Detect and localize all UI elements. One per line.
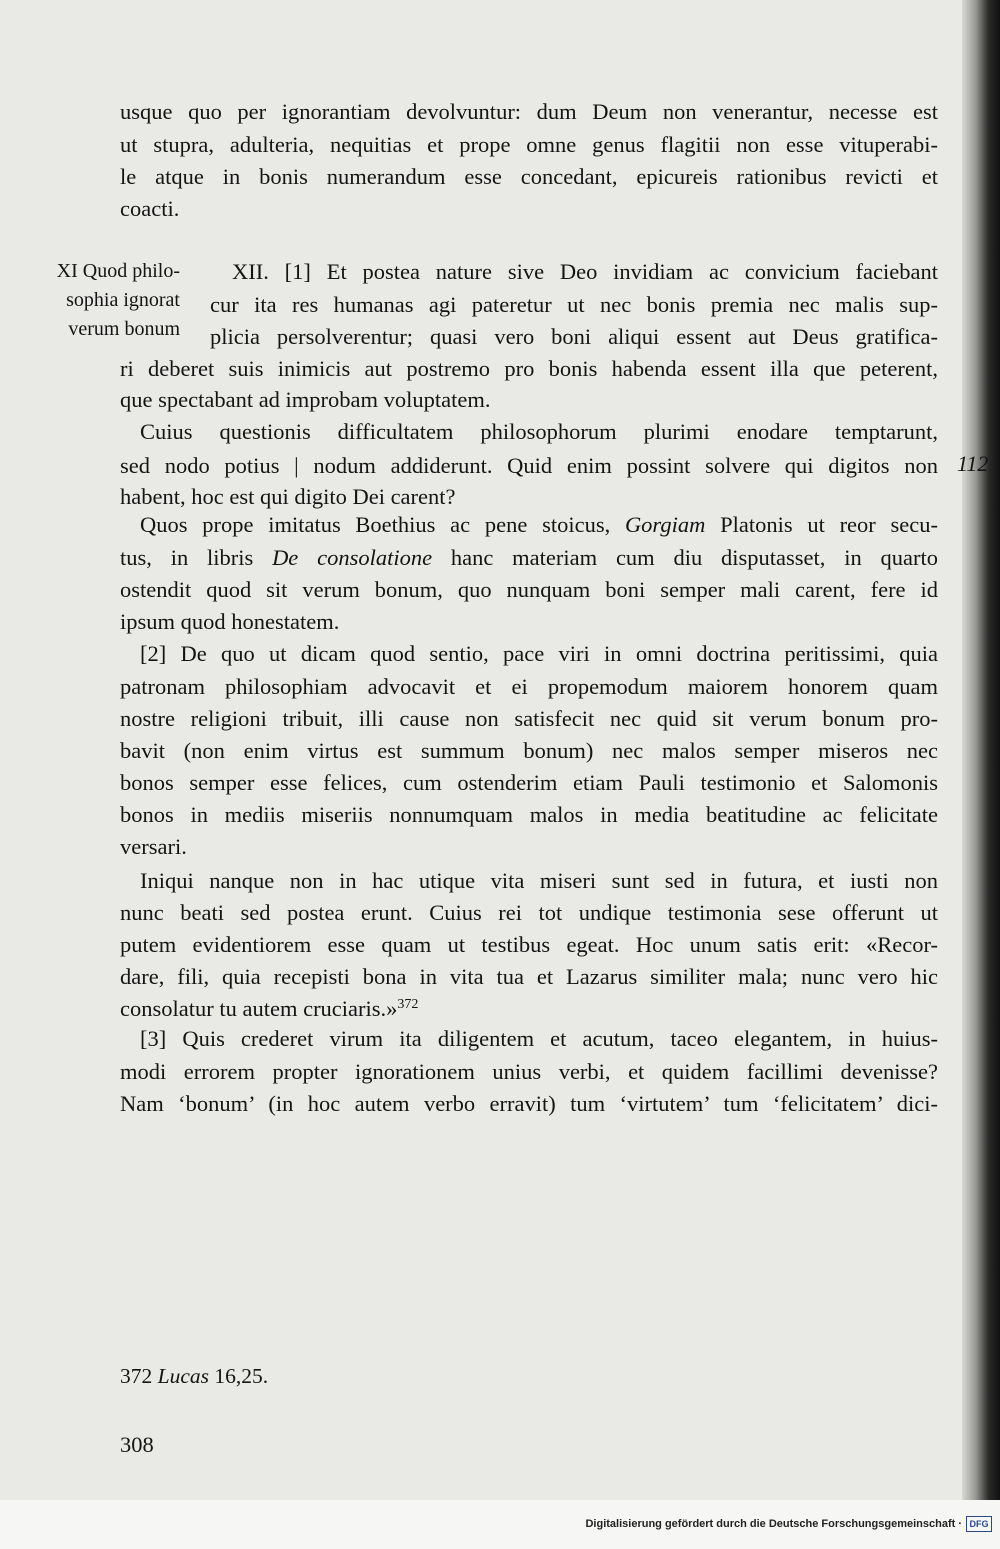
text-line: Cuius questionis difficultatem philosophorum plurimi enodare temptarunt,	[140, 419, 938, 444]
text-line: ostendit quod sit verum bonum, quo nunquam boni semper mali carent, fere id	[120, 577, 938, 602]
text-line: ut stupra, adulteria, nequitias et prope omne genus flagitii non esse vituperabi-	[120, 132, 938, 157]
text-line: [3] Quis crederet virum ita diligentem et acutum, taceo elegantem, in huius-	[140, 1026, 938, 1051]
text-line: bavit (non enim virtus est summum bonum) nec malos semper miseros nec	[120, 738, 938, 763]
text-line: dare, fili, quia recepisti bona in vita tua et Lazarus similiter mala; nunc vero hic	[120, 964, 938, 989]
text-line: bonos semper esse felices, cum ostenderim etiam Pauli testimonio et Salomonis	[120, 770, 938, 795]
text-segment: consolatur tu autem cruciaris.»	[120, 996, 398, 1021]
text-line: modi errorem propter ignorationem unius verbi, et quidem facillimi devenisse?	[120, 1059, 938, 1084]
text-line: XII. [1] Et postea nature sive Deo invidiam ac convicium faciebant	[232, 259, 938, 284]
text-line: cur ita res humanas agi pateretur ut nec bonis premia nec malis sup-	[210, 292, 938, 317]
margin-note-line: verum bonum	[68, 318, 180, 340]
margin-page-reference: 112	[957, 451, 989, 476]
footnote-marker: 372	[397, 997, 419, 1012]
text-segment: Quos prope imitatus Boethius ac pene stoicus,	[140, 512, 625, 537]
text-line: habent, hoc est qui digito Dei carent?	[120, 484, 456, 509]
text-line: ipsum quod honestatem.	[120, 609, 340, 634]
text-line: [2] De quo ut dicam quod sentio, pace viri in omni doctrina peritissimi, quia	[140, 641, 938, 666]
text-line: plicia persolverentur; quasi vero boni aliqui essent aut Deus gratifica-	[210, 324, 938, 349]
text-line: putem evidentiorem esse quam ut testibus egeat. Hoc unum satis erit: «Recor-	[120, 932, 938, 957]
text-line: patronam philosophiam advocavit et ei propemodum maiorem honorem quam	[120, 674, 938, 699]
footnote-number: 372	[120, 1364, 153, 1388]
text-line: Iniqui nanque non in hac utique vita miseri sunt sed in futura, et iusti non	[140, 868, 938, 893]
text-line: Nam ‘bonum’ (in hoc autem verbo erravit) tum ‘virtutem’ tum ‘felicitatem’ dici-	[120, 1091, 938, 1116]
dfg-logo: DFG	[966, 1516, 992, 1532]
page-number: 308	[120, 1432, 154, 1457]
text-segment: hanc materiam cum diu disputasset, in quarto	[432, 545, 939, 570]
footnote-ref: Lucas	[157, 1364, 209, 1388]
text-line	[120, 992, 938, 1026]
text-line: ri deberet suis inimicis aut postremo pro bonis habenda essent illa que peterent,	[120, 356, 938, 381]
italic-title: Gorgiam	[624, 512, 706, 537]
funding-credit: Digitalisierung gefördert durch die Deutsche Forschungsgemeinschaft ·	[585, 1518, 962, 1530]
text-line: coacti.	[120, 196, 180, 221]
text-line	[140, 508, 938, 542]
footnote	[120, 1364, 268, 1389]
italic-title: De consolatione	[272, 545, 433, 570]
text-line: nunc beati sed postea erunt. Cuius rei tot undique testimonia sese offerunt ut	[120, 900, 938, 925]
text-line: usque quo per ignorantiam devolvuntur: dum Deum non venerantur, necesse est	[120, 99, 938, 124]
text-segment: Platonis ut reor secu-	[705, 512, 938, 537]
text-line: versari.	[120, 834, 187, 859]
text-line: nostre religioni tribuit, illi cause non satisfecit nec quid sit verum bonum pro-	[120, 706, 938, 731]
margin-note-line: sophia ignorat	[66, 289, 180, 311]
text-line	[120, 541, 938, 575]
text-line: que spectabant ad improbam voluptatem.	[120, 387, 491, 412]
book-spine-shadow	[962, 0, 1000, 1500]
text-line: bonos in mediis miseriis nonnumquam malos in media beatitudine ac felicitate	[120, 802, 938, 827]
text-segment: tus, in libris	[120, 545, 273, 570]
footnote-location: 16,25.	[209, 1364, 269, 1388]
text-line: le atque in bonis numerandum esse concedant, epicureis rationibus revicti et	[120, 164, 938, 189]
text-line: sed nodo potius | nodum addiderunt. Quid enim possint solvere qui digitos non	[120, 453, 938, 478]
margin-note-line: XI Quod philo-	[56, 260, 180, 282]
